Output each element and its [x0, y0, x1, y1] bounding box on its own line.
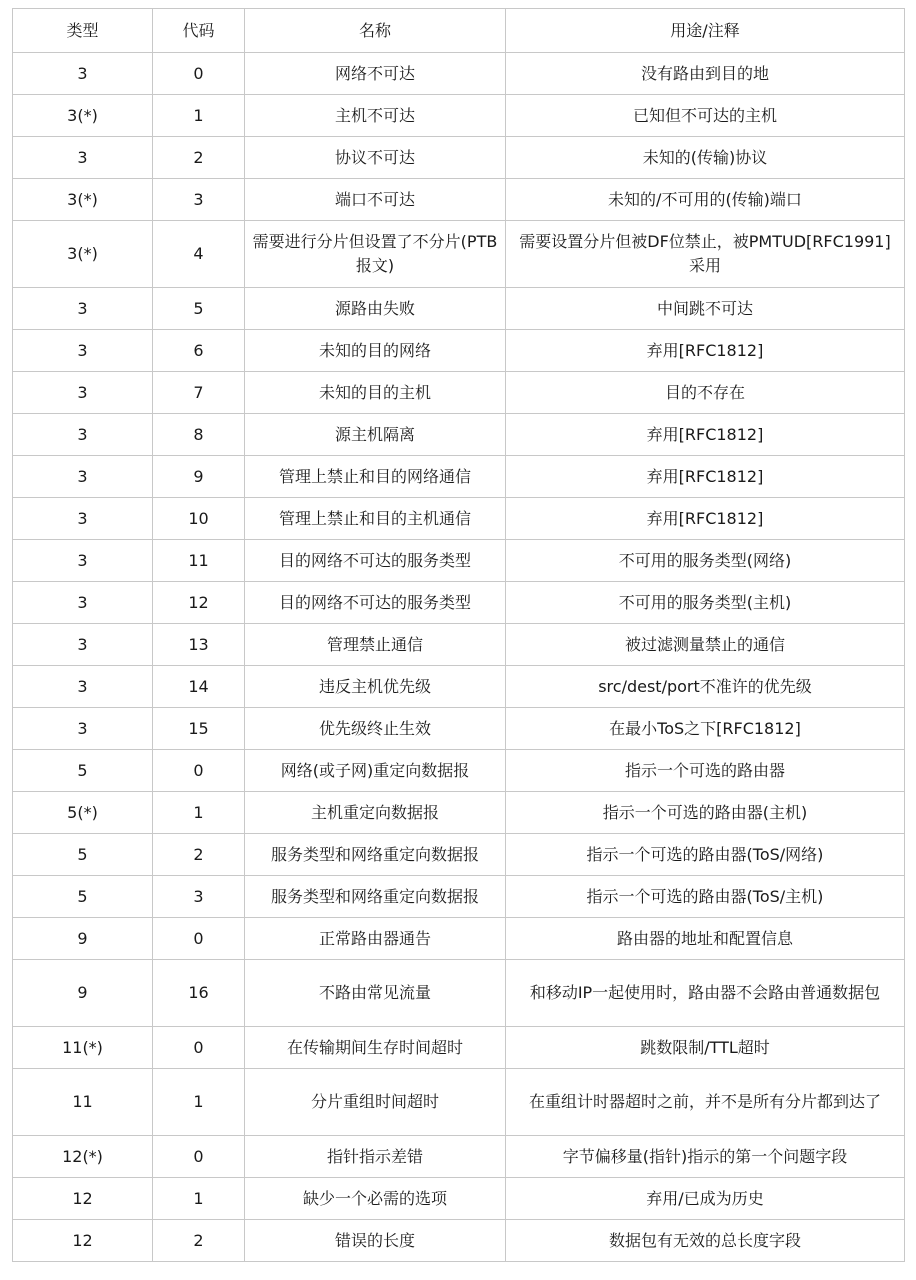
- cell-name: 端口不可达: [245, 179, 506, 221]
- table-row: [13, 456, 905, 498]
- table-row: [13, 53, 905, 95]
- cell-name: 源路由失败: [245, 288, 506, 330]
- cell-type: 12: [13, 1220, 153, 1262]
- cell-name: 服务类型和网络重定向数据报: [245, 834, 506, 876]
- table-row: [13, 372, 905, 414]
- cell-type: 3: [13, 666, 153, 708]
- cell-type: 3(*): [13, 179, 153, 221]
- cell-note: 不可用的服务类型(主机): [506, 582, 905, 624]
- cell-note: 没有路由到目的地: [506, 53, 905, 95]
- cell-code: 11: [153, 540, 245, 582]
- cell-code: 2: [153, 1220, 245, 1262]
- cell-note: 跳数限制/TTL超时: [506, 1027, 905, 1069]
- cell-code: 0: [153, 1136, 245, 1178]
- table-row: [13, 918, 905, 960]
- table-header-row: [13, 9, 905, 53]
- table-row: [13, 1178, 905, 1220]
- table-row: [13, 708, 905, 750]
- cell-name: 网络不可达: [245, 53, 506, 95]
- cell-name: 缺少一个必需的选项: [245, 1178, 506, 1220]
- cell-note: 弃用[RFC1812]: [506, 330, 905, 372]
- cell-note: 目的不存在: [506, 372, 905, 414]
- cell-type: 3: [13, 708, 153, 750]
- table-row: [13, 179, 905, 221]
- cell-note: 指示一个可选的路由器(主机): [506, 792, 905, 834]
- cell-note: 指示一个可选的路由器: [506, 750, 905, 792]
- cell-note: 字节偏移量(指针)指示的第一个问题字段: [506, 1136, 905, 1178]
- cell-type: 3: [13, 582, 153, 624]
- table-row: [13, 1069, 905, 1136]
- cell-type: 3: [13, 540, 153, 582]
- cell-type: 12(*): [13, 1136, 153, 1178]
- cell-note: 在最小ToS之下[RFC1812]: [506, 708, 905, 750]
- cell-note: 数据包有无效的总长度字段: [506, 1220, 905, 1262]
- cell-code: 1: [153, 95, 245, 137]
- cell-code: 0: [153, 53, 245, 95]
- cell-name: 未知的目的网络: [245, 330, 506, 372]
- cell-code: 1: [153, 1178, 245, 1220]
- cell-note: 弃用[RFC1812]: [506, 498, 905, 540]
- cell-type: 9: [13, 960, 153, 1027]
- cell-code: 2: [153, 834, 245, 876]
- cell-name: 管理上禁止和目的主机通信: [245, 498, 506, 540]
- table-row: [13, 582, 905, 624]
- cell-name: 主机重定向数据报: [245, 792, 506, 834]
- table-row: [13, 1027, 905, 1069]
- cell-code: 0: [153, 750, 245, 792]
- table-row: [13, 792, 905, 834]
- cell-note: 未知的/不可用的(传输)端口: [506, 179, 905, 221]
- cell-name: 指针指示差错: [245, 1136, 506, 1178]
- cell-note: 在重组计时器超时之前，并不是所有分片都到达了: [506, 1069, 905, 1136]
- cell-code: 1: [153, 792, 245, 834]
- cell-type: 5: [13, 750, 153, 792]
- cell-code: 12: [153, 582, 245, 624]
- table-row: [13, 221, 905, 288]
- cell-name: 正常路由器通告: [245, 918, 506, 960]
- cell-name: 在传输期间生存时间超时: [245, 1027, 506, 1069]
- cell-note: 弃用[RFC1812]: [506, 414, 905, 456]
- cell-code: 10: [153, 498, 245, 540]
- cell-code: 15: [153, 708, 245, 750]
- cell-name: 管理上禁止和目的网络通信: [245, 456, 506, 498]
- table-row: [13, 288, 905, 330]
- cell-code: 2: [153, 137, 245, 179]
- cell-note: 弃用/已成为历史: [506, 1178, 905, 1220]
- cell-note: 指示一个可选的路由器(ToS/主机): [506, 876, 905, 918]
- cell-code: 3: [153, 179, 245, 221]
- cell-name: 协议不可达: [245, 137, 506, 179]
- table-row: [13, 540, 905, 582]
- cell-name: 错误的长度: [245, 1220, 506, 1262]
- cell-note: 和移动IP一起使用时，路由器不会路由普通数据包: [506, 960, 905, 1027]
- cell-type: 5(*): [13, 792, 153, 834]
- cell-code: 9: [153, 456, 245, 498]
- cell-name: 分片重组时间超时: [245, 1069, 506, 1136]
- table-row: [13, 834, 905, 876]
- header-name: 名称: [245, 9, 506, 53]
- cell-type: 9: [13, 918, 153, 960]
- cell-note: 未知的(传输)协议: [506, 137, 905, 179]
- cell-note: 需要设置分片但被DF位禁止，被PMTUD[RFC1991]采用: [506, 221, 905, 288]
- header-note: 用途/注释: [506, 9, 905, 53]
- cell-type: 3: [13, 372, 153, 414]
- cell-code: 16: [153, 960, 245, 1027]
- table-row: [13, 750, 905, 792]
- cell-type: 3: [13, 456, 153, 498]
- cell-name: 服务类型和网络重定向数据报: [245, 876, 506, 918]
- table-row: [13, 95, 905, 137]
- table-row: [13, 1136, 905, 1178]
- table-row: [13, 666, 905, 708]
- table-row: [13, 1220, 905, 1262]
- cell-code: 6: [153, 330, 245, 372]
- cell-type: 5: [13, 834, 153, 876]
- cell-type: 3: [13, 288, 153, 330]
- cell-code: 0: [153, 918, 245, 960]
- cell-code: 1: [153, 1069, 245, 1136]
- cell-name: 源主机隔离: [245, 414, 506, 456]
- cell-type: 3(*): [13, 95, 153, 137]
- header-code: 代码: [153, 9, 245, 53]
- cell-type: 3: [13, 137, 153, 179]
- table-row: [13, 137, 905, 179]
- cell-type: 3: [13, 330, 153, 372]
- table-row: [13, 330, 905, 372]
- table-row: [13, 960, 905, 1027]
- cell-type: 3: [13, 53, 153, 95]
- cell-type: 5: [13, 876, 153, 918]
- table-row: [13, 624, 905, 666]
- cell-type: 3: [13, 414, 153, 456]
- icmp-code-table-container: [12, 8, 904, 1262]
- cell-note: 弃用[RFC1812]: [506, 456, 905, 498]
- cell-name: 目的网络不可达的服务类型: [245, 582, 506, 624]
- cell-name: 不路由常见流量: [245, 960, 506, 1027]
- table-row: [13, 876, 905, 918]
- cell-name: 管理禁止通信: [245, 624, 506, 666]
- cell-type: 12: [13, 1178, 153, 1220]
- cell-code: 7: [153, 372, 245, 414]
- cell-type: 11: [13, 1069, 153, 1136]
- cell-type: 3(*): [13, 221, 153, 288]
- cell-name: 未知的目的主机: [245, 372, 506, 414]
- cell-note: 指示一个可选的路由器(ToS/网络): [506, 834, 905, 876]
- cell-type: 11(*): [13, 1027, 153, 1069]
- cell-name: 目的网络不可达的服务类型: [245, 540, 506, 582]
- cell-name: 主机不可达: [245, 95, 506, 137]
- table-row: [13, 414, 905, 456]
- table-row: [13, 498, 905, 540]
- icmp-code-table: [12, 8, 905, 1262]
- cell-name: 违反主机优先级: [245, 666, 506, 708]
- cell-note: 路由器的地址和配置信息: [506, 918, 905, 960]
- cell-note: 中间跳不可达: [506, 288, 905, 330]
- cell-note: src/dest/port不准许的优先级: [506, 666, 905, 708]
- cell-note: 被过滤测量禁止的通信: [506, 624, 905, 666]
- cell-code: 4: [153, 221, 245, 288]
- cell-name: 网络(或子网)重定向数据报: [245, 750, 506, 792]
- cell-code: 5: [153, 288, 245, 330]
- cell-note: 已知但不可达的主机: [506, 95, 905, 137]
- cell-name: 优先级终止生效: [245, 708, 506, 750]
- cell-code: 0: [153, 1027, 245, 1069]
- header-type: 类型: [13, 9, 153, 53]
- cell-code: 3: [153, 876, 245, 918]
- cell-note: 不可用的服务类型(网络): [506, 540, 905, 582]
- cell-type: 3: [13, 498, 153, 540]
- cell-name: 需要进行分片但设置了不分片(PTB报文): [245, 221, 506, 288]
- cell-type: 3: [13, 624, 153, 666]
- cell-code: 13: [153, 624, 245, 666]
- cell-code: 8: [153, 414, 245, 456]
- cell-code: 14: [153, 666, 245, 708]
